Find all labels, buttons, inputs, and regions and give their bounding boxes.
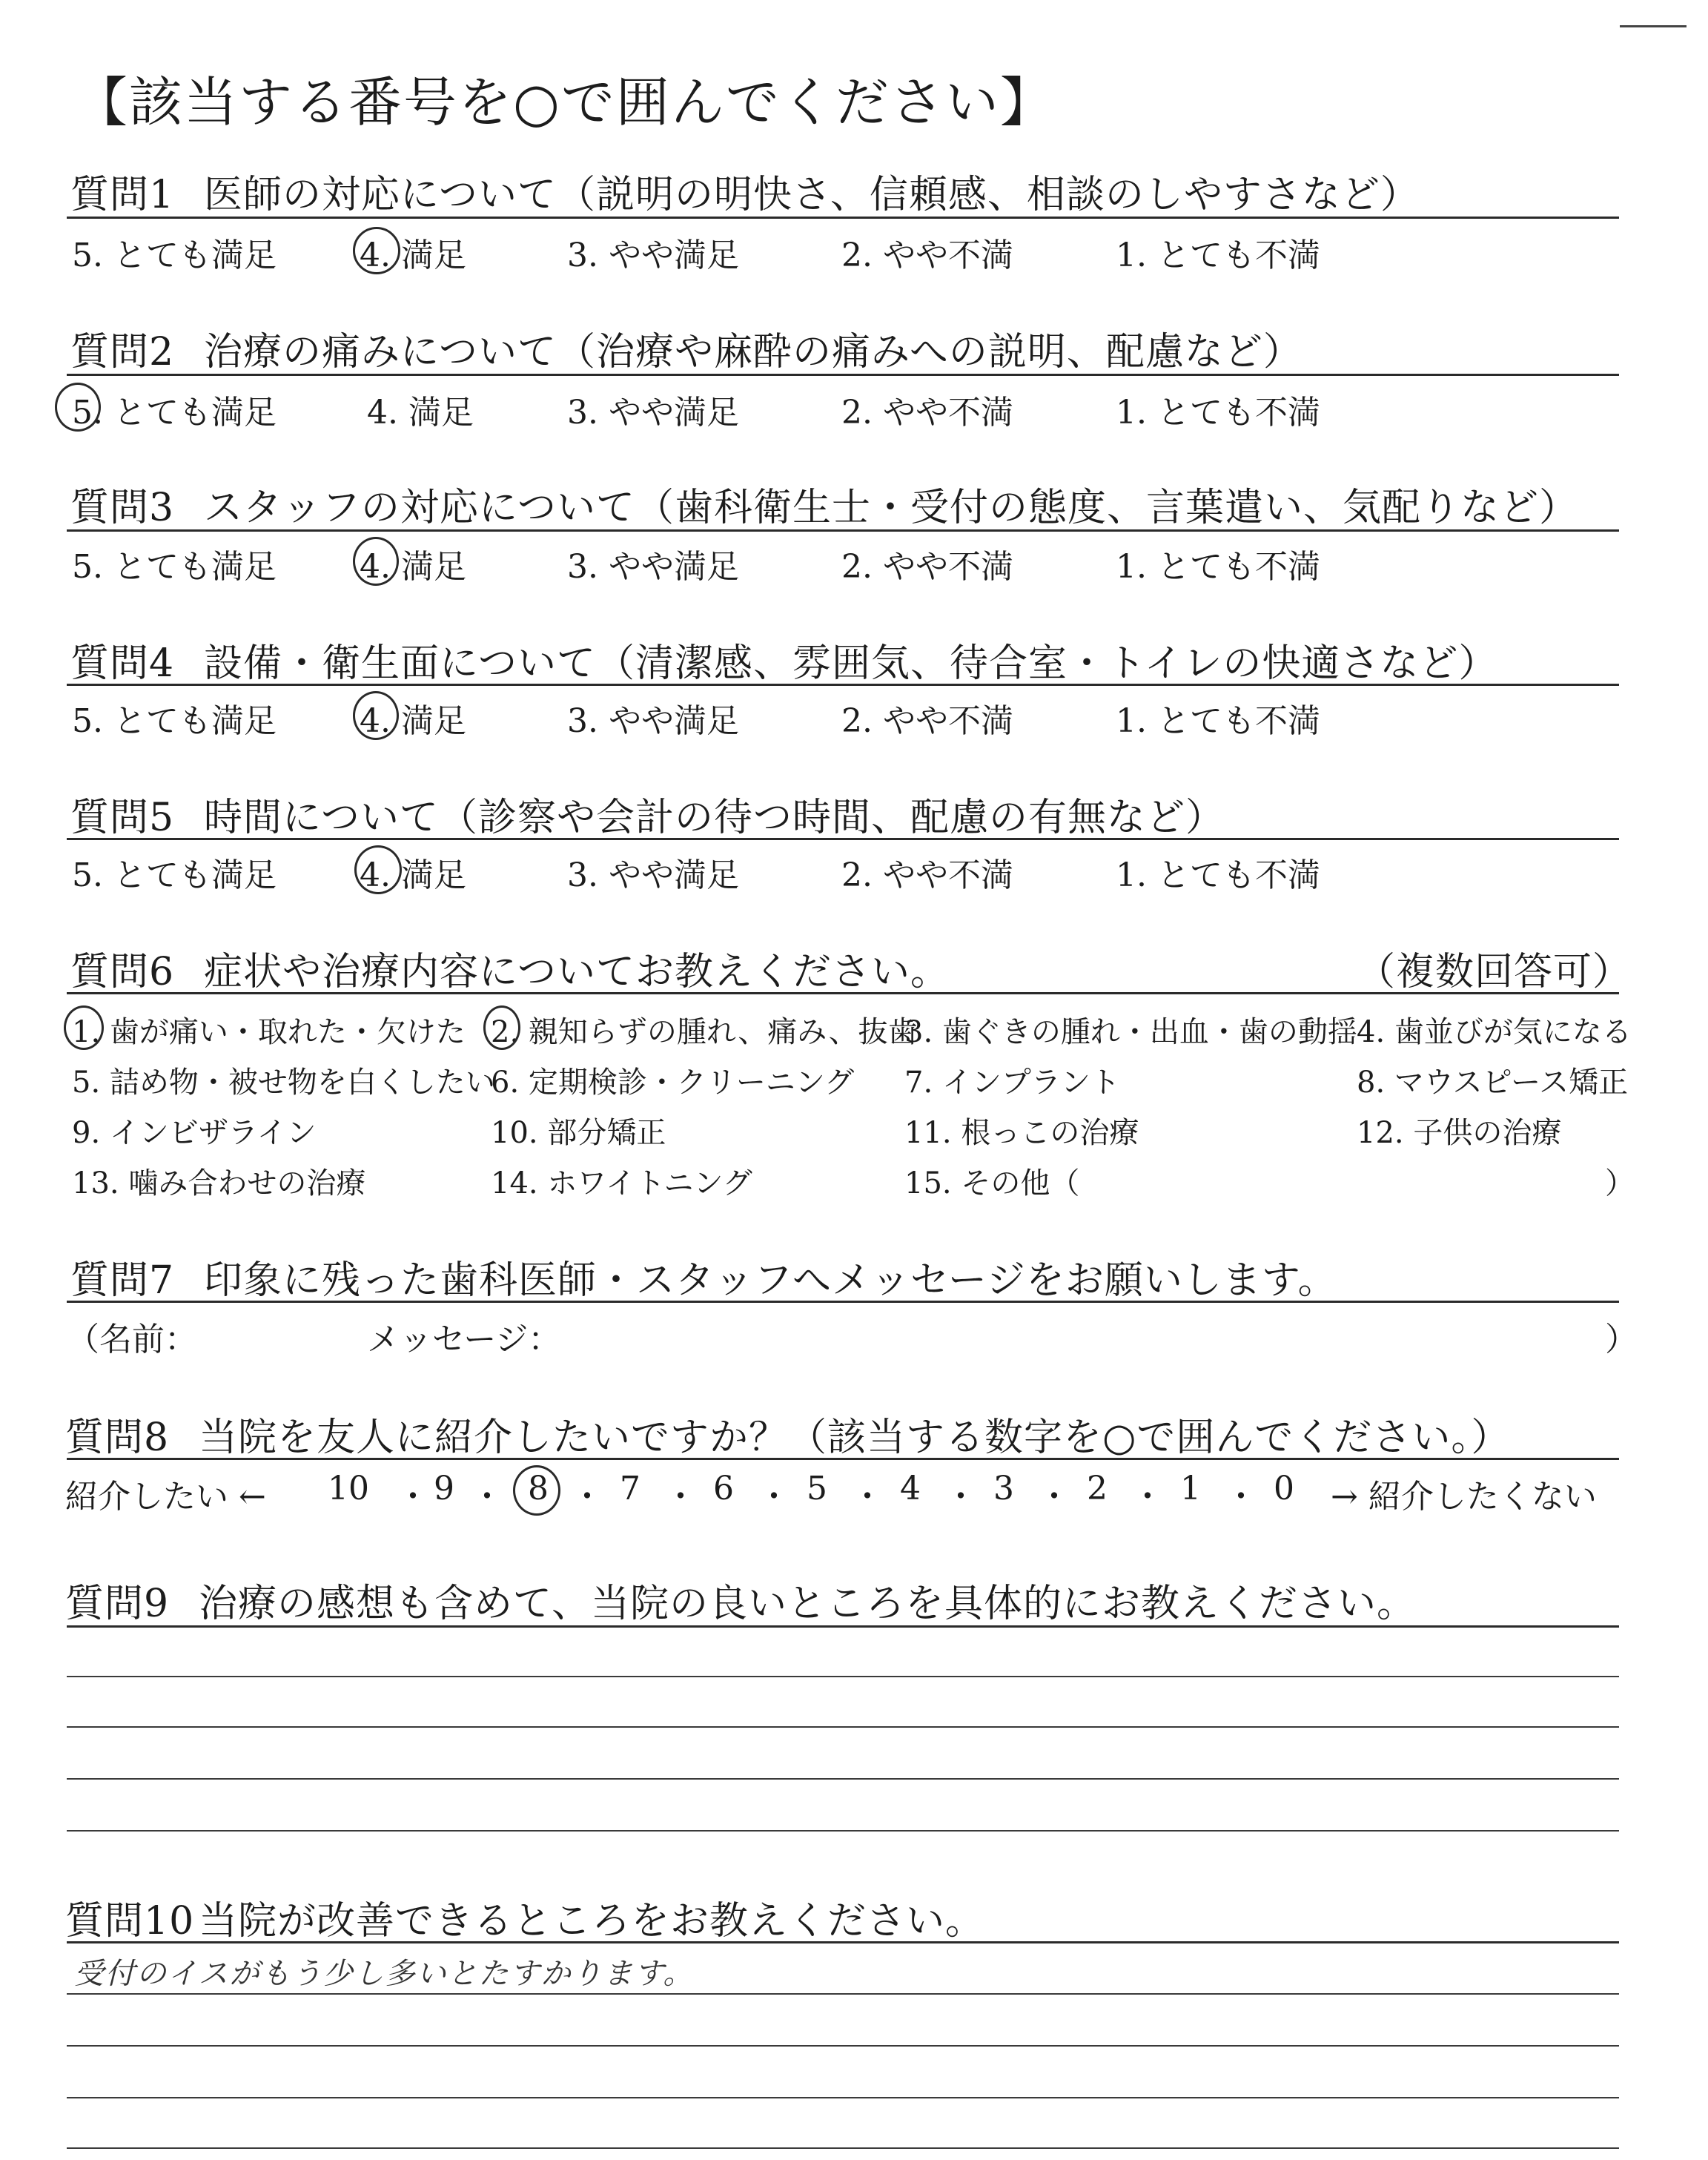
divider [67, 217, 1619, 219]
handwritten-circle-mark [513, 1465, 560, 1516]
question-4-heading [70, 632, 1497, 687]
message-field-label: メッセージ： [367, 1321, 561, 1358]
symptom-option-1[interactable]: 1. 歯が痛い・取れた・欠けた [72, 1015, 466, 1049]
handwritten-circle-mark [354, 845, 402, 894]
scale-6[interactable]: 6 [713, 1470, 734, 1507]
question-number: 質問5 [70, 796, 175, 840]
option-2[interactable]: 2. やや不満 [841, 237, 1013, 274]
option-4[interactable]: 4. 満足 [360, 702, 466, 740]
option-3[interactable]: 3. やや満足 [567, 702, 739, 740]
scale-3[interactable]: 3 [993, 1470, 1014, 1507]
question-text: 治療の感想も含めて、当院の良いところを具体的にお教えください。 [199, 1582, 1416, 1626]
option-3[interactable]: 3. やや満足 [567, 856, 739, 894]
scale-separator: ・ [1225, 1478, 1257, 1516]
option-2[interactable]: 2. やや不満 [841, 548, 1013, 586]
question-text: 当院が改善できるところをお教えください。 [199, 1899, 985, 1943]
divider [67, 1625, 1619, 1628]
question-number: 質問8 [65, 1416, 170, 1460]
answer-line[interactable] [67, 1676, 1619, 1677]
scale-separator: ・ [758, 1478, 790, 1516]
scale-separator: ・ [571, 1478, 603, 1516]
page-title: 【該当する番号を○で囲んでください】 [74, 71, 1055, 133]
scale-10[interactable]: 10 [328, 1470, 369, 1507]
divider [67, 992, 1619, 994]
answer-line[interactable] [67, 1830, 1619, 1832]
answer-line[interactable] [67, 2147, 1619, 2149]
scale-0[interactable]: 0 [1274, 1470, 1294, 1507]
question-3-heading [70, 476, 1578, 532]
symptom-option-3[interactable]: 3. 歯ぐきの腫れ・出血・歯の動揺 [904, 1015, 1357, 1049]
recommend-left-label: 紹介したい ← [65, 1478, 266, 1516]
divider [67, 838, 1619, 840]
question-1-heading [70, 163, 1420, 219]
question-10-heading [65, 1889, 984, 1945]
question-number: 質問3 [70, 486, 175, 530]
question-text: スタッフの対応について（歯科衛生士・受付の態度、言葉遣い、気配りなど） [204, 486, 1578, 530]
question-text: 設備・衛生面について（清潔感、雰囲気、待合室・トイレの快適さなど） [204, 641, 1498, 686]
handwritten-circle-mark [55, 383, 101, 432]
question-number: 質問9 [65, 1582, 170, 1626]
scale-7[interactable]: 7 [620, 1470, 640, 1507]
symptom-option-10[interactable]: 10. 部分矯正 [491, 1116, 666, 1150]
scale-separator: ・ [397, 1478, 429, 1516]
question-2-heading [70, 320, 1302, 376]
scale-separator: ・ [664, 1478, 697, 1516]
option-3[interactable]: 3. やや満足 [567, 394, 739, 432]
scale-separator: ・ [944, 1478, 977, 1516]
option-5[interactable]: 5. とても満足 [72, 394, 277, 432]
divider [67, 374, 1619, 376]
option-3[interactable]: 3. やや満足 [567, 237, 739, 274]
symptom-option-11[interactable]: 11. 根っこの治療 [904, 1116, 1139, 1150]
symptom-option-9[interactable]: 9. インビザライン [72, 1116, 317, 1150]
question-text: 印象に残った歯科医師・スタッフへメッセージをお願いします。 [204, 1258, 1337, 1303]
answer-line[interactable] [67, 2097, 1619, 2098]
divider [67, 684, 1619, 686]
symptom-option-12[interactable]: 12. 子供の治療 [1357, 1116, 1562, 1150]
question-number: 質問7 [70, 1258, 175, 1303]
option-1[interactable]: 1. とても不満 [1116, 394, 1320, 432]
question-number: 質問1 [70, 173, 175, 217]
option-2[interactable]: 2. やや不満 [841, 856, 1013, 894]
question-text: 時間について（診察や会計の待つ時間、配慮の有無など） [204, 796, 1225, 840]
symptom-option-13[interactable]: 13. 噛み合わせの治療 [72, 1166, 366, 1200]
option-5[interactable]: 5. とても満足 [72, 856, 277, 894]
question-text: 治療の痛みについて（治療や麻酔の痛みへの説明、配慮など） [204, 330, 1302, 374]
question-number: 質問10 [65, 1899, 195, 1943]
option-2[interactable]: 2. やや不満 [841, 394, 1013, 432]
option-2[interactable]: 2. やや不満 [841, 702, 1013, 740]
handwritten-circle-mark [64, 1005, 104, 1050]
question-number: 質問4 [70, 641, 175, 686]
answer-line[interactable] [67, 2045, 1619, 2047]
symptom-option-5[interactable]: 5. 詰め物・被せ物を白くしたい [72, 1066, 495, 1100]
symptom-option-2[interactable]: 2. 親知らずの腫れ、痛み、抜歯 [491, 1015, 918, 1049]
option-1[interactable]: 1. とても不満 [1116, 856, 1320, 894]
question-7-heading [70, 1249, 1337, 1304]
symptom-option-8[interactable]: 8. マウスピース矯正 [1357, 1066, 1629, 1100]
symptom-option-15[interactable]: 15. その他（ [904, 1166, 1080, 1200]
scale-8[interactable]: 8 [528, 1470, 549, 1507]
option-1[interactable]: 1. とても不満 [1116, 237, 1320, 274]
symptom-option-7[interactable]: 7. インプラント [904, 1066, 1120, 1100]
recommend-right-label: → 紹介したくない [1331, 1478, 1597, 1516]
answer-line[interactable] [67, 1726, 1619, 1728]
scale-1[interactable]: 1 [1180, 1470, 1201, 1507]
multiple-answers-note: （複数回答可） [1357, 950, 1632, 994]
handwritten-circle-mark [353, 537, 399, 586]
question-8-heading [65, 1406, 1510, 1462]
scale-separator: ・ [1131, 1478, 1164, 1516]
scale-9[interactable]: 9 [434, 1470, 454, 1507]
scale-5[interactable]: 5 [807, 1470, 827, 1507]
option-3[interactable]: 3. やや満足 [567, 548, 739, 586]
option-5[interactable]: 5. とても満足 [72, 237, 277, 274]
handwritten-answer: 受付のイスがもう少し多いとたすかります。 [74, 1957, 695, 1991]
handwritten-circle-mark [353, 691, 399, 740]
scan-mark [1620, 25, 1687, 27]
handwritten-circle-mark [483, 1005, 520, 1050]
question-number: 質問2 [70, 330, 175, 374]
handwritten-circle-mark [353, 227, 400, 274]
scale-separator: ・ [1038, 1478, 1070, 1516]
option-1[interactable]: 1. とても不満 [1116, 548, 1320, 586]
option-5[interactable]: 5. とても満足 [72, 548, 277, 586]
question-text: 症状や治療内容についてお教えください。 [204, 950, 950, 994]
other-close-paren: ） [1605, 1166, 1635, 1200]
divider [67, 1301, 1619, 1303]
question-number: 質問6 [70, 950, 175, 994]
symptom-option-14[interactable]: 14. ホワイトニング [491, 1166, 752, 1200]
scale-separator: ・ [471, 1478, 503, 1516]
question-text: 医師の対応について（説明の明快さ、信頼感、相談のしやすさなど） [204, 173, 1420, 217]
symptom-option-4[interactable]: 4. 歯並びが気になる [1357, 1015, 1632, 1049]
option-4[interactable]: 4. 満足 [360, 237, 466, 274]
scale-separator: ・ [851, 1478, 884, 1516]
question-9-heading [65, 1572, 1416, 1628]
divider [67, 529, 1619, 532]
option-1[interactable]: 1. とても不満 [1116, 702, 1320, 740]
symptom-option-6[interactable]: 6. 定期検診・クリーニング [491, 1066, 855, 1100]
divider [67, 1941, 1619, 1943]
option-5[interactable]: 5. とても満足 [72, 702, 277, 740]
option-4[interactable]: 4. 満足 [360, 548, 466, 586]
question-5-heading [70, 786, 1225, 842]
option-4[interactable]: 4. 満足 [360, 856, 466, 894]
divider [67, 1458, 1619, 1460]
option-4[interactable]: 4. 満足 [367, 394, 474, 432]
name-field-label: （名前： [67, 1321, 197, 1358]
answer-line[interactable] [67, 1778, 1619, 1780]
answer-line[interactable] [67, 1993, 1619, 1995]
scale-4[interactable]: 4 [900, 1470, 921, 1507]
message-close-paren: ） [1605, 1321, 1638, 1358]
question-text: 当院を友人に紹介したいですか？（該当する数字を○で囲んでください。） [199, 1416, 1511, 1460]
question-6-heading [70, 940, 950, 996]
scale-2[interactable]: 2 [1087, 1470, 1108, 1507]
